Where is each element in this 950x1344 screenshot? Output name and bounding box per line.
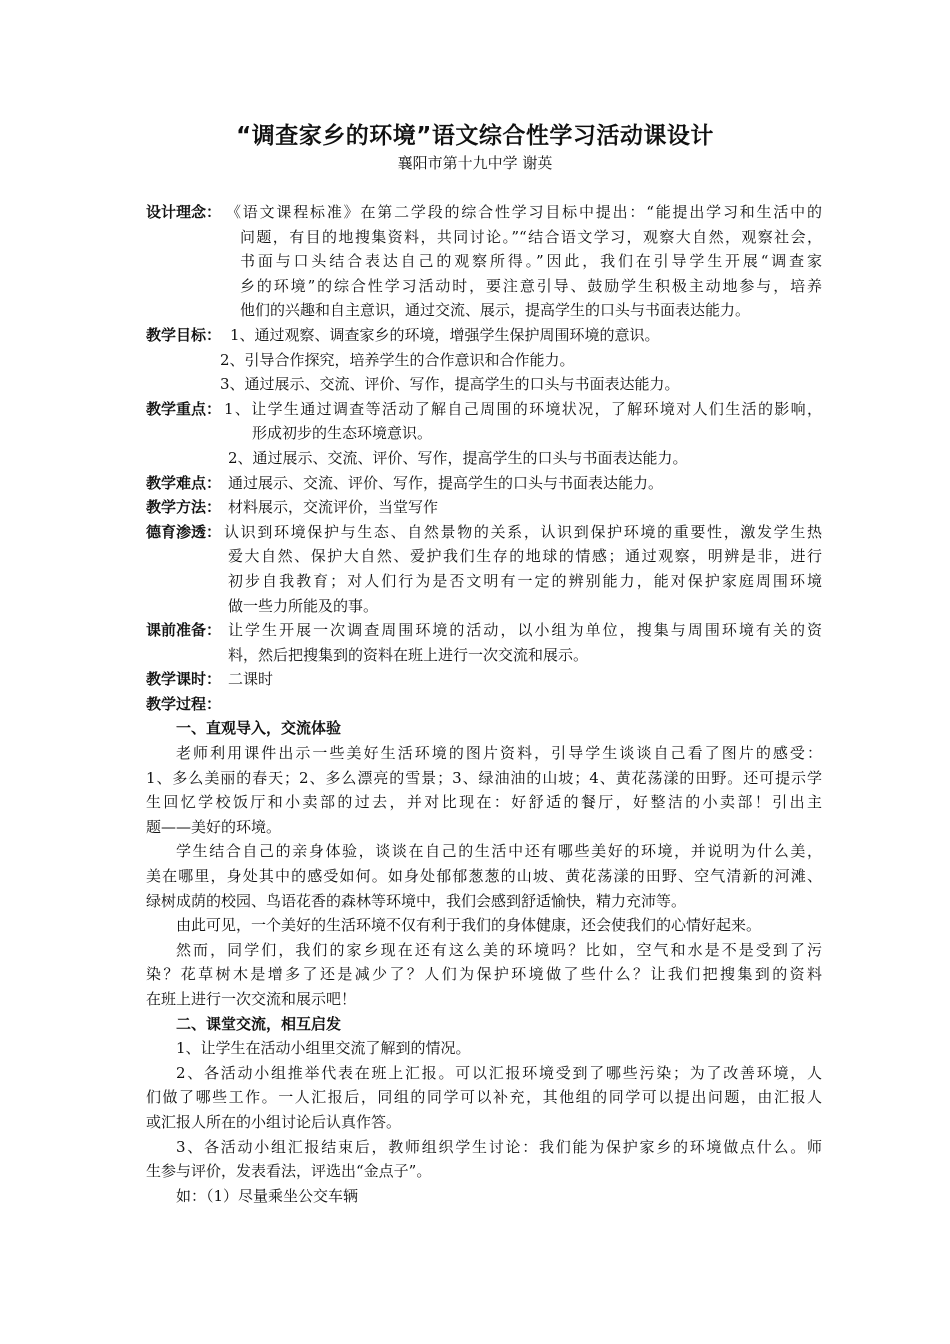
goal-item: 3、通过展示、交流、评价、写作，提高学生的口头与书面表达能力。 (220, 375, 680, 394)
section1-para: 老师利用课件出示一些美好生活环境的图片资料，引导学生谈谈自己看了图片的感受： (176, 744, 822, 763)
key-point-item: 1、让学生通过调查等活动了解自己周围的环境状况，了解环境对人们生活的影响， (224, 399, 822, 418)
section2-para: 们做了哪些工作。一人汇报后，同组的同学可以补充，其他组的同学可以提出问题，由汇报人 (146, 1088, 822, 1107)
section1-para: 生回忆学校饭厅和小卖部的过去，并对比现在：好舒适的餐厅，好整洁的小卖部！引出主 (146, 793, 822, 812)
section1-para: 染？花草树木是增多了还是减少了？人们为保护环境做了些什么？让我们把搜集到的资料 (146, 965, 822, 984)
section1-para: 题——美好的环境。 (146, 817, 282, 836)
section1-heading: 一、直观导入，交流体验 (176, 719, 342, 738)
section1-para: 美在哪里，身处其中的感受如何。如身处郁郁葱葱的山坡、黄花荡漾的田野、空气清新的河滩、 (146, 867, 822, 886)
key-points-section (146, 397, 822, 471)
section2-para: 1、让学生在活动小组里交流了解到的情况。 (176, 1039, 471, 1058)
difficulty-text: 通过展示、交流、评价、写作，提高学生的口头与书面表达能力。 (228, 473, 664, 492)
key-point-item: 2、通过展示、交流、评价、写作，提高学生的口头与书面表达能力。 (228, 448, 688, 467)
section2-para: 或汇报人所在的小组讨论后认真作答。 (146, 1112, 402, 1131)
moral-line: 爱大自然、保护大自然、爱护我们生存的地球的情感；通过观察，明辨是非，进行 (228, 547, 822, 566)
goals-label: 教学目标： (146, 325, 222, 344)
document-body (146, 200, 822, 1208)
methods-section (146, 495, 822, 520)
moral-line: 做一些力所能及的事。 (228, 596, 379, 615)
goals-section (146, 323, 822, 397)
difficulty-section (146, 471, 822, 496)
key-point-item: 形成初步的生态环境意识。 (252, 424, 433, 443)
design-idea-line: 问题，有目的地搜集资料，共同讨论。”“结合语文学习，观察大自然，观察社会， (240, 227, 822, 246)
author-line: 襄阳市第十九中学 谢英 (397, 154, 553, 172)
section2-heading: 二、课堂交流，相互启发 (176, 1014, 342, 1033)
section2-para: 生参与评价，发表看法，评选出“金点子”。 (146, 1162, 432, 1181)
key-points-label: 教学重点： (146, 399, 222, 418)
section1-para: 绿树成荫的校园、鸟语花香的森林等环境中，我们会感到舒适愉快，精力充沛等。 (146, 891, 687, 910)
design-idea-label: 设计理念： (146, 203, 222, 221)
goal-item: 2、引导合作探究，培养学生的合作意识和合作能力。 (220, 350, 575, 369)
section1-para: 在班上进行一次交流和展示吧！ (146, 990, 357, 1008)
design-idea-line: 乡的环境”的综合性学习活动时，要注意引导、鼓励学生积极主动地参与，培养 (240, 276, 822, 295)
methods-label: 教学方法： (146, 498, 222, 517)
section1-para: 1、多么美丽的春天；2、多么漂亮的雪景；3、绿油油的山坡；4、黄花荡漾的田野。还可提示学 (146, 768, 822, 787)
goal-item: 1、通过观察、调查家乡的环境，增强学生保护周围环境的意识。 (230, 325, 660, 344)
section1-para: 由此可见，一个美好的生活环境不仅有利于我们的身体健康，还会使我们的心情好起来。 (176, 916, 762, 935)
design-idea-line: 书面与口头结合表达自己的观察所得。”因此，我们在引导学生开展“调查家 (240, 252, 822, 271)
preparation-line: 让学生开展一次调查周围环境的活动，以小组为单位，搜集与周围环境有关的资 (228, 621, 822, 640)
section2-para: 3、各活动小组汇报结束后，教师组织学生讨论：我们能为保护家乡的环境做点什么。师 (176, 1137, 822, 1156)
page-title: “调查家乡的环境”语文综合性学习活动课设计 (236, 123, 714, 149)
design-idea-line: 《语文课程标准》在第二学段的综合性学习目标中提出：“能提出学习和生活中的 (226, 203, 822, 221)
moral-section (146, 520, 822, 618)
process-label: 教学过程： (146, 694, 222, 713)
design-idea-line: 他们的兴趣和自主意识，通过交流、展示，提高学生的口头与书面表达能力。 (240, 301, 751, 320)
section2-para: 2、各活动小组推举代表在班上汇报。可以汇报环境受到了哪些污染；为了改善环境，人 (176, 1063, 822, 1082)
preparation-section (146, 618, 822, 667)
design-idea-section (146, 200, 822, 323)
moral-label: 德育渗透： (146, 522, 222, 541)
section1-para: 然而，同学们，我们的家乡现在还有这么美的环境吗？比如，空气和水是不是受到了污 (176, 940, 822, 959)
preparation-label: 课前准备： (146, 621, 222, 640)
preparation-line: 料，然后把搜集到的资料在班上进行一次交流和展示。 (228, 645, 589, 664)
hours-text: 二课时 (228, 670, 274, 689)
hours-section (146, 667, 822, 692)
difficulty-label: 教学难点： (146, 473, 222, 492)
moral-line: 初步自我教育；对人们行为是否文明有一定的辨别能力，能对保护家庭周围环境 (228, 571, 822, 590)
moral-line: 认识到环境保护与生态、自然景物的关系，认识到保护环境的重要性，激发学生热 (224, 522, 822, 541)
hours-label: 教学课时： (146, 670, 222, 689)
section2-para: 如：（1）尽量乘坐公交车辆 (176, 1186, 359, 1205)
methods-text: 材料展示，交流评价，当堂写作 (228, 498, 439, 517)
section1-para: 学生结合自己的亲身体验，谈谈在自己的生活中还有哪些美好的环境，并说明为什么美， (176, 842, 822, 861)
